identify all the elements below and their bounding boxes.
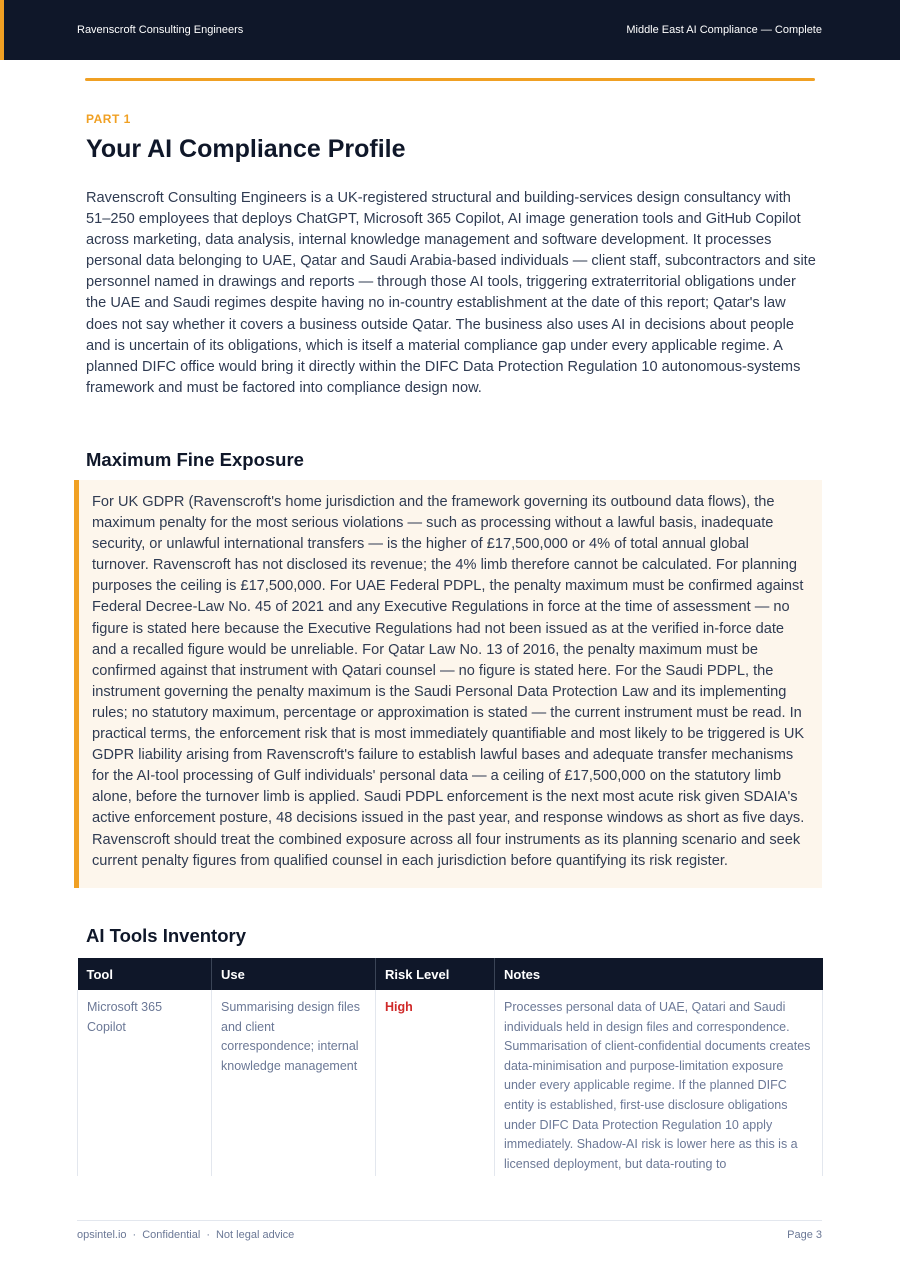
footer-site: opsintel.io (77, 1229, 127, 1241)
cell-risk-level: High (376, 990, 495, 1176)
column-header-risk: Risk Level (376, 958, 495, 990)
footer-separator: · (206, 1229, 210, 1241)
footer-confidential: Confidential (142, 1229, 201, 1241)
company-name: Ravenscroft Consulting Engineers (77, 24, 244, 36)
column-header-use: Use (212, 958, 376, 990)
cell-use: Summarising design files and client correspondence; internal knowledge management (212, 990, 376, 1176)
column-header-tool: Tool (78, 958, 212, 990)
cell-tool: Microsoft 365 Copilot (78, 990, 212, 1176)
page-title: Your AI Compliance Profile (86, 135, 406, 163)
footer-left (77, 1229, 294, 1241)
footer-disclaimer: Not legal advice (215, 1229, 295, 1241)
document-title: Middle East AI Compliance — Complete (626, 24, 822, 36)
footer-divider (77, 1220, 822, 1221)
tools-table (77, 958, 823, 1176)
part-label: PART 1 (86, 112, 131, 126)
cell-notes: Processes personal data of UAE, Qatari and Saudi individuals held in design files and correspondence. Summarisation of client-confidential documents creates data-minimisation and purpose-limitation exposure under every applicable regime. If the planned DIFC entity is established, first-use disclosure obligations under DIFC Data Protection Regulation 10 apply immediately. Shadow-AI risk is lower here as this is a licensed deployment, but data-routing to (495, 990, 823, 1176)
intro-paragraph: Ravenscroft Consulting Engineers is a UK-registered structural and building-services design consultancy with 51–250 employees that deploys ChatGPT, Microsoft 365 Copilot, AI image generation tools and GitHub Copilot across marketing, data analysis, internal knowledge management and software development. It processes personal data belonging to UAE, Qatar and Saudi Arabia-based individuals — client staff, subcontractors and site personnel named in drawings and reports — through those AI tools, triggering extraterritorial obligations under the UAE and Saudi regimes despite having no in-country establishment at the date of this report; Qatar's law does not say whether it covers a business outside Qatar. The business also uses AI in decisions about people and is uncertain of its obligations, which is itself a material compliance gap under every applicable regime. A planned DIFC office would bring it directly within the DIFC Data Protection Regulation 10 autonomous-systems framework and must be factored into compliance design now. (86, 190, 816, 396)
tools-inventory-heading: AI Tools Inventory (86, 925, 247, 946)
column-header-notes: Notes (495, 958, 823, 990)
fine-exposure-heading: Maximum Fine Exposure (86, 449, 304, 470)
fine-exposure-text: For UK GDPR (Ravenscroft's home jurisdiction and the framework governing its outbound data flows), the maximum penalty for the most serious violations — such as processing without a lawful basis, inadequate security, or unlawful international transfers — is the higher of £17,500,000 or 4% of total annual global turnover. Ravenscroft has not disclosed its revenue; the 4% limb therefore cannot be calculated. For planning purposes the ceiling is £17,500,000. For UAE Federal PDPL, the penalty maximum must be confirmed against Federal Decree-Law No. 45 of 2021 and any Executive Regulations in force at the time of assessment — no figure is stated here because the Executive Regulations had not been issued as at the verified in-force date and a recalled figure would be unreliable. For Qatar Law No. 13 of 2016, the penalty maximum must be confirmed against that instrument with Qatari counsel — no figure is stated here. For the Saudi PDPL, the instrument governing the penalty maximum is the Saudi Personal Data Protection Law and its implementing rules; no statutory maximum, percentage or approximation is stated — the current instrument must be read. In practical terms, the enforcement risk that is most immediately quantifiable and most likely to be triggered is UK GDPR liability arising from Ravenscroft's failure to establish lawful bases and adequate transfer mechanisms for the AI-tool processing of Gulf individuals' personal data — a ceiling of £17,500,000 on the statutory limb alone, before the turnover limb is applied. Saudi PDPL enforcement is the next most acute risk given SDAIA's active enforcement posture, 48 decisions issued in the past year, and response windows as short as five days. Ravenscroft should treat the combined exposure across all four instruments as its planning scenario and seek current penalty figures from qualified counsel in each jurisdiction before quantifying its risk register. (92, 494, 805, 869)
table-header-row (78, 958, 823, 990)
footer-separator: · (132, 1229, 137, 1241)
page-number: Page 3 (787, 1229, 822, 1241)
table-row (78, 990, 823, 1176)
